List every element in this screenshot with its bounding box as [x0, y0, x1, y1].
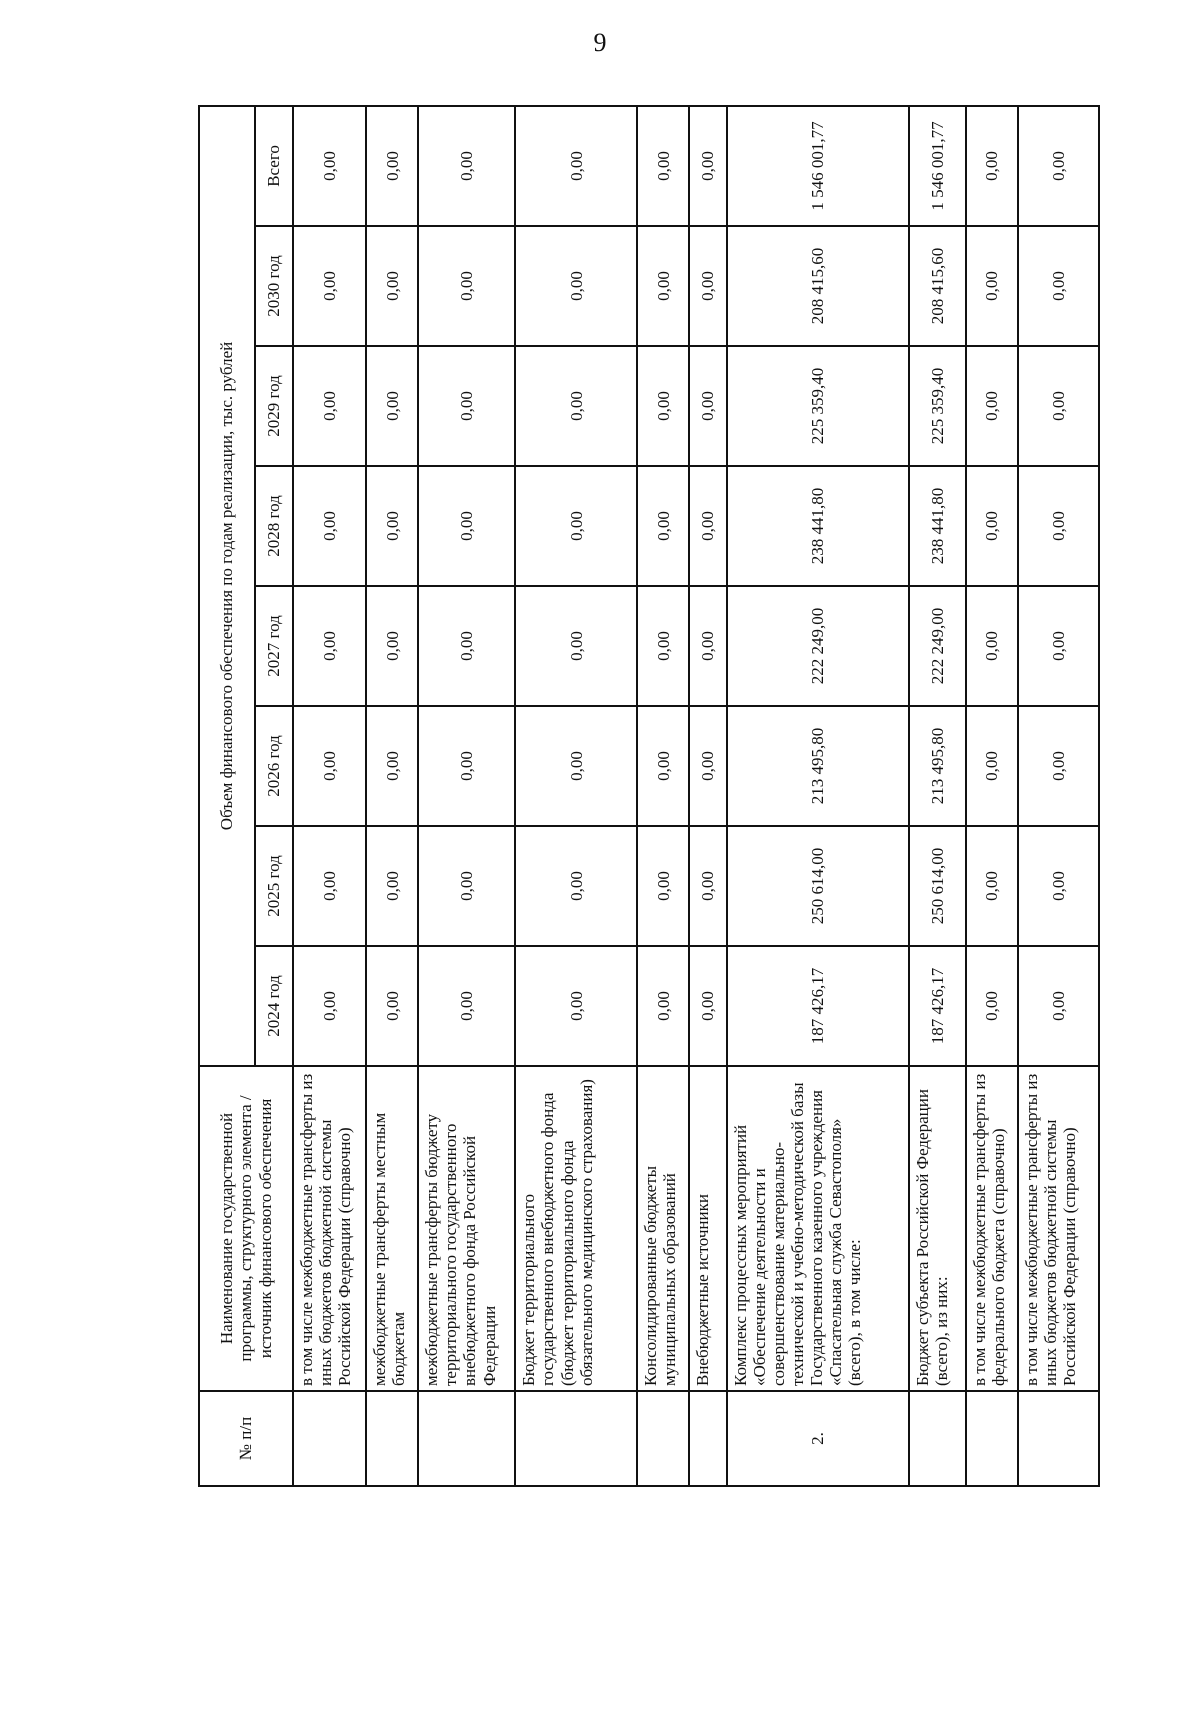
value-cell: 0,00	[293, 946, 366, 1066]
value-cell: 222 249,00	[727, 586, 910, 706]
year-header: 2024 год	[255, 946, 293, 1066]
row-number	[637, 1391, 689, 1486]
source-name: Бюджет территориального государственного внебюджетного фонда (бюджет территориального фонда обязательного медицинского страхования)	[515, 1066, 637, 1391]
value-cell: 0,00	[418, 706, 515, 826]
total-cell: 1 546 001,77	[909, 106, 965, 226]
table-row	[909, 106, 965, 1486]
value-cell: 0,00	[637, 706, 689, 826]
value-cell: 225 359,40	[909, 346, 965, 466]
source-name: Консолидированные бюджеты муниципальных образований	[637, 1066, 689, 1391]
value-cell: 0,00	[637, 946, 689, 1066]
row-number: 2.	[727, 1391, 910, 1486]
value-cell: 0,00	[966, 706, 1018, 826]
num-header: № п/п	[199, 1391, 293, 1486]
year-header: 2025 год	[255, 826, 293, 946]
value-cell: 0,00	[293, 706, 366, 826]
row-number	[293, 1391, 366, 1486]
row-number	[909, 1391, 965, 1486]
value-cell: 0,00	[293, 226, 366, 346]
table-row	[1018, 106, 1099, 1486]
row-number	[966, 1391, 1018, 1486]
table-row	[966, 106, 1018, 1486]
row-number	[1018, 1391, 1099, 1486]
value-cell: 187 426,17	[909, 946, 965, 1066]
value-cell: 0,00	[689, 226, 726, 346]
source-name: Бюджет субъекта Российской Федерации (всего), из них:	[909, 1066, 965, 1391]
value-cell: 0,00	[1018, 586, 1099, 706]
value-cell: 0,00	[689, 826, 726, 946]
source-name: в том числе межбюджетные трансферты из иных бюджетов бюджетной системы Российской Федерации (справочно)	[293, 1066, 366, 1391]
value-cell: 208 415,60	[909, 226, 965, 346]
value-cell: 0,00	[418, 466, 515, 586]
value-cell: 0,00	[418, 346, 515, 466]
value-cell: 0,00	[637, 826, 689, 946]
table-row	[689, 106, 726, 1486]
value-cell: 0,00	[1018, 706, 1099, 826]
value-cell: 0,00	[966, 226, 1018, 346]
value-cell: 0,00	[637, 346, 689, 466]
volume-header: Объем финансового обеспечения по годам реализации, тыс. рублей	[199, 106, 255, 1066]
year-header: 2030 год	[255, 226, 293, 346]
value-cell: 0,00	[966, 346, 1018, 466]
value-cell: 213 495,80	[909, 706, 965, 826]
value-cell: 250 614,00	[909, 826, 965, 946]
value-cell: 0,00	[966, 946, 1018, 1066]
row-number	[689, 1391, 726, 1486]
page-number: 9	[593, 28, 607, 57]
value-cell: 0,00	[418, 226, 515, 346]
value-cell: 0,00	[366, 706, 418, 826]
financing-table	[198, 105, 1100, 1487]
table-row	[637, 106, 689, 1486]
value-cell: 0,00	[515, 586, 637, 706]
value-cell: 222 249,00	[909, 586, 965, 706]
total-cell: 0,00	[966, 106, 1018, 226]
value-cell: 238 441,80	[909, 466, 965, 586]
total-cell: 0,00	[515, 106, 637, 226]
value-cell: 0,00	[293, 586, 366, 706]
year-header: 2027 год	[255, 586, 293, 706]
value-cell: 0,00	[418, 586, 515, 706]
value-cell: 0,00	[637, 586, 689, 706]
value-cell: 0,00	[689, 946, 726, 1066]
source-name: Внебюджетные источники	[689, 1066, 726, 1391]
table-row	[727, 106, 910, 1486]
total-cell: 1 546 001,77	[727, 106, 910, 226]
value-cell: 225 359,40	[727, 346, 910, 466]
source-name: Комплекс процессных мероприятий «Обеспечение деятельности и совершенствование материально-технической и учебно-методической базы Государственного казенного учреждения «Спасательная служба Севастополя» (всего), в том числе:	[727, 1066, 910, 1391]
name-header: Наименование государственной программы, структурного элемента / источник финансового обеспечения	[199, 1066, 293, 1391]
value-cell: 0,00	[293, 466, 366, 586]
source-name: межбюджетные трансферты бюджету территориального государственного внебюджетного фонда Российской Федерации	[418, 1066, 515, 1391]
value-cell: 238 441,80	[727, 466, 910, 586]
total-cell: 0,00	[293, 106, 366, 226]
source-name: в том числе межбюджетные трансферты из иных бюджетов бюджетной системы Российской Федерации (справочно)	[1018, 1066, 1099, 1391]
value-cell: 0,00	[293, 826, 366, 946]
row-number	[515, 1391, 637, 1486]
value-cell: 0,00	[366, 346, 418, 466]
value-cell: 0,00	[689, 346, 726, 466]
value-cell: 0,00	[637, 466, 689, 586]
value-cell: 0,00	[637, 226, 689, 346]
row-number	[418, 1391, 515, 1486]
value-cell: 0,00	[1018, 346, 1099, 466]
value-cell: 0,00	[293, 346, 366, 466]
value-cell: 0,00	[689, 586, 726, 706]
value-cell: 0,00	[966, 586, 1018, 706]
table-row	[515, 106, 637, 1486]
total-cell: 0,00	[418, 106, 515, 226]
value-cell: 0,00	[418, 946, 515, 1066]
value-cell: 0,00	[966, 826, 1018, 946]
value-cell: 0,00	[689, 466, 726, 586]
total-cell: 0,00	[1018, 106, 1099, 226]
table-row	[293, 106, 366, 1486]
total-cell: 0,00	[366, 106, 418, 226]
financing-table-container	[198, 107, 1100, 1487]
value-cell: 0,00	[366, 586, 418, 706]
value-cell: 0,00	[366, 226, 418, 346]
value-cell: 250 614,00	[727, 826, 910, 946]
table-row	[366, 106, 418, 1486]
year-header: 2029 год	[255, 346, 293, 466]
value-cell: 0,00	[1018, 466, 1099, 586]
source-name: в том числе межбюджетные трансферты из федерального бюджета (справочно)	[966, 1066, 1018, 1391]
value-cell: 0,00	[366, 946, 418, 1066]
value-cell: 0,00	[1018, 826, 1099, 946]
value-cell: 0,00	[366, 826, 418, 946]
value-cell: 0,00	[366, 466, 418, 586]
total-cell: 0,00	[689, 106, 726, 226]
value-cell: 213 495,80	[727, 706, 910, 826]
value-cell: 208 415,60	[727, 226, 910, 346]
value-cell: 0,00	[689, 706, 726, 826]
year-header: 2028 год	[255, 466, 293, 586]
source-name: межбюджетные трансферты местным бюджетам	[366, 1066, 418, 1391]
value-cell: 0,00	[418, 826, 515, 946]
value-cell: 0,00	[515, 466, 637, 586]
value-cell: 0,00	[515, 226, 637, 346]
value-cell: 0,00	[966, 466, 1018, 586]
value-cell: 0,00	[515, 826, 637, 946]
table-row	[418, 106, 515, 1486]
value-cell: 0,00	[1018, 946, 1099, 1066]
value-cell: 0,00	[515, 946, 637, 1066]
value-cell: 0,00	[515, 706, 637, 826]
value-cell: 0,00	[1018, 226, 1099, 346]
total-cell: 0,00	[637, 106, 689, 226]
total-header: Всего	[255, 106, 293, 226]
row-number	[366, 1391, 418, 1486]
value-cell: 187 426,17	[727, 946, 910, 1066]
value-cell: 0,00	[515, 346, 637, 466]
year-header: 2026 год	[255, 706, 293, 826]
